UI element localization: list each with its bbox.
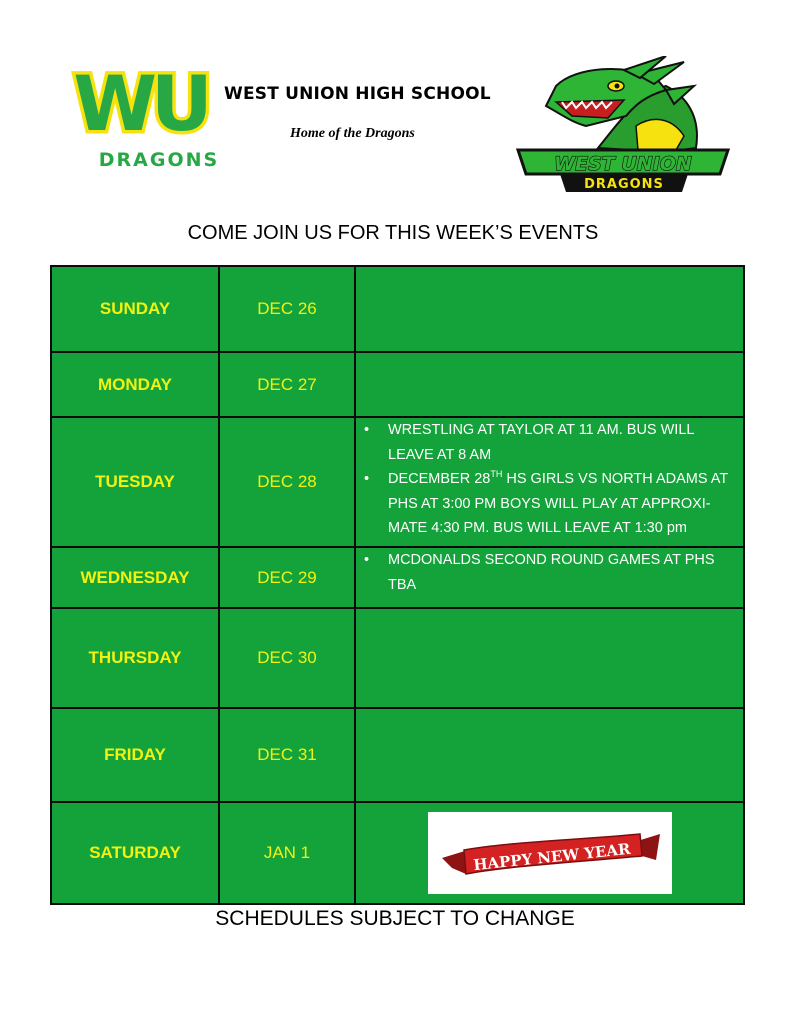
table-row	[51, 352, 744, 417]
events-cell	[355, 417, 744, 547]
date-cell: DEC 29	[219, 547, 355, 608]
event-list	[356, 548, 743, 597]
dragon-logo-line1: WEST UNION	[554, 153, 692, 175]
day-cell: THURSDAY	[51, 608, 219, 708]
events-cell	[355, 608, 744, 708]
date-cell: DEC 30	[219, 608, 355, 708]
wu-logo-text: DRAGONS	[98, 149, 220, 171]
date-cell: DEC 26	[219, 266, 355, 352]
day-cell: SATURDAY	[51, 802, 219, 904]
dragon-logo-line2: DRAGONS	[584, 177, 664, 192]
event-text: WRESTLING AT TAYLOR AT 11 AM. BUS WILL LEAVE AT 8 AM	[388, 422, 694, 463]
event-text: MCDONALDS SECOND ROUND GAMES AT PHS TBA	[388, 552, 715, 593]
list-item	[364, 418, 733, 467]
events-cell	[355, 547, 744, 608]
table-row	[51, 547, 744, 608]
banner-text: HAPPY NEW YEAR	[472, 839, 631, 875]
tagline: Home of the Dragons	[290, 126, 415, 141]
table-row	[51, 608, 744, 708]
wu-logo-letters: WU	[73, 62, 207, 148]
date-cell: DEC 31	[219, 708, 355, 802]
event-list	[356, 418, 743, 541]
day-cell: MONDAY	[51, 352, 219, 417]
list-item	[364, 467, 733, 541]
table-row	[51, 708, 744, 802]
dragon-mascot-logo	[516, 56, 730, 206]
events-cell	[355, 708, 744, 802]
date-cell: DEC 27	[219, 352, 355, 417]
event-text-end: HS GIRLS VS NORTH ADAMS AT PHS AT 3:00 PM BOYS WILL PLAY AT APPROXI-MATE 4:30 PM. BUS WILL LEAVE AT 1:30 pm	[388, 471, 728, 536]
weekly-events-table	[50, 265, 745, 905]
intro-heading: COME JOIN US FOR THIS WEEK’S EVENTS	[187, 222, 599, 244]
happy-new-year-image	[428, 812, 672, 894]
date-cell: JAN 1	[219, 802, 355, 904]
day-cell: WEDNESDAY	[51, 547, 219, 608]
list-item	[364, 548, 733, 597]
events-cell	[355, 352, 744, 417]
day-cell: FRIDAY	[51, 708, 219, 802]
table-row	[51, 802, 744, 904]
event-text-start: DECEMBER 28	[388, 471, 491, 487]
table-row	[51, 417, 744, 547]
event-text-sup: TH	[490, 469, 503, 479]
day-cell: SUNDAY	[51, 266, 219, 352]
table-row	[51, 266, 744, 352]
events-cell	[355, 266, 744, 352]
day-cell: TUESDAY	[51, 417, 219, 547]
wu-dragons-logo	[62, 62, 222, 174]
ribbon-banner-icon	[428, 812, 672, 894]
school-name: WEST UNION HIGH SCHOOL	[224, 84, 491, 104]
events-cell	[355, 802, 744, 904]
footer-note: SCHEDULES SUBJECT TO CHANGE	[215, 907, 575, 930]
date-cell: DEC 28	[219, 417, 355, 547]
